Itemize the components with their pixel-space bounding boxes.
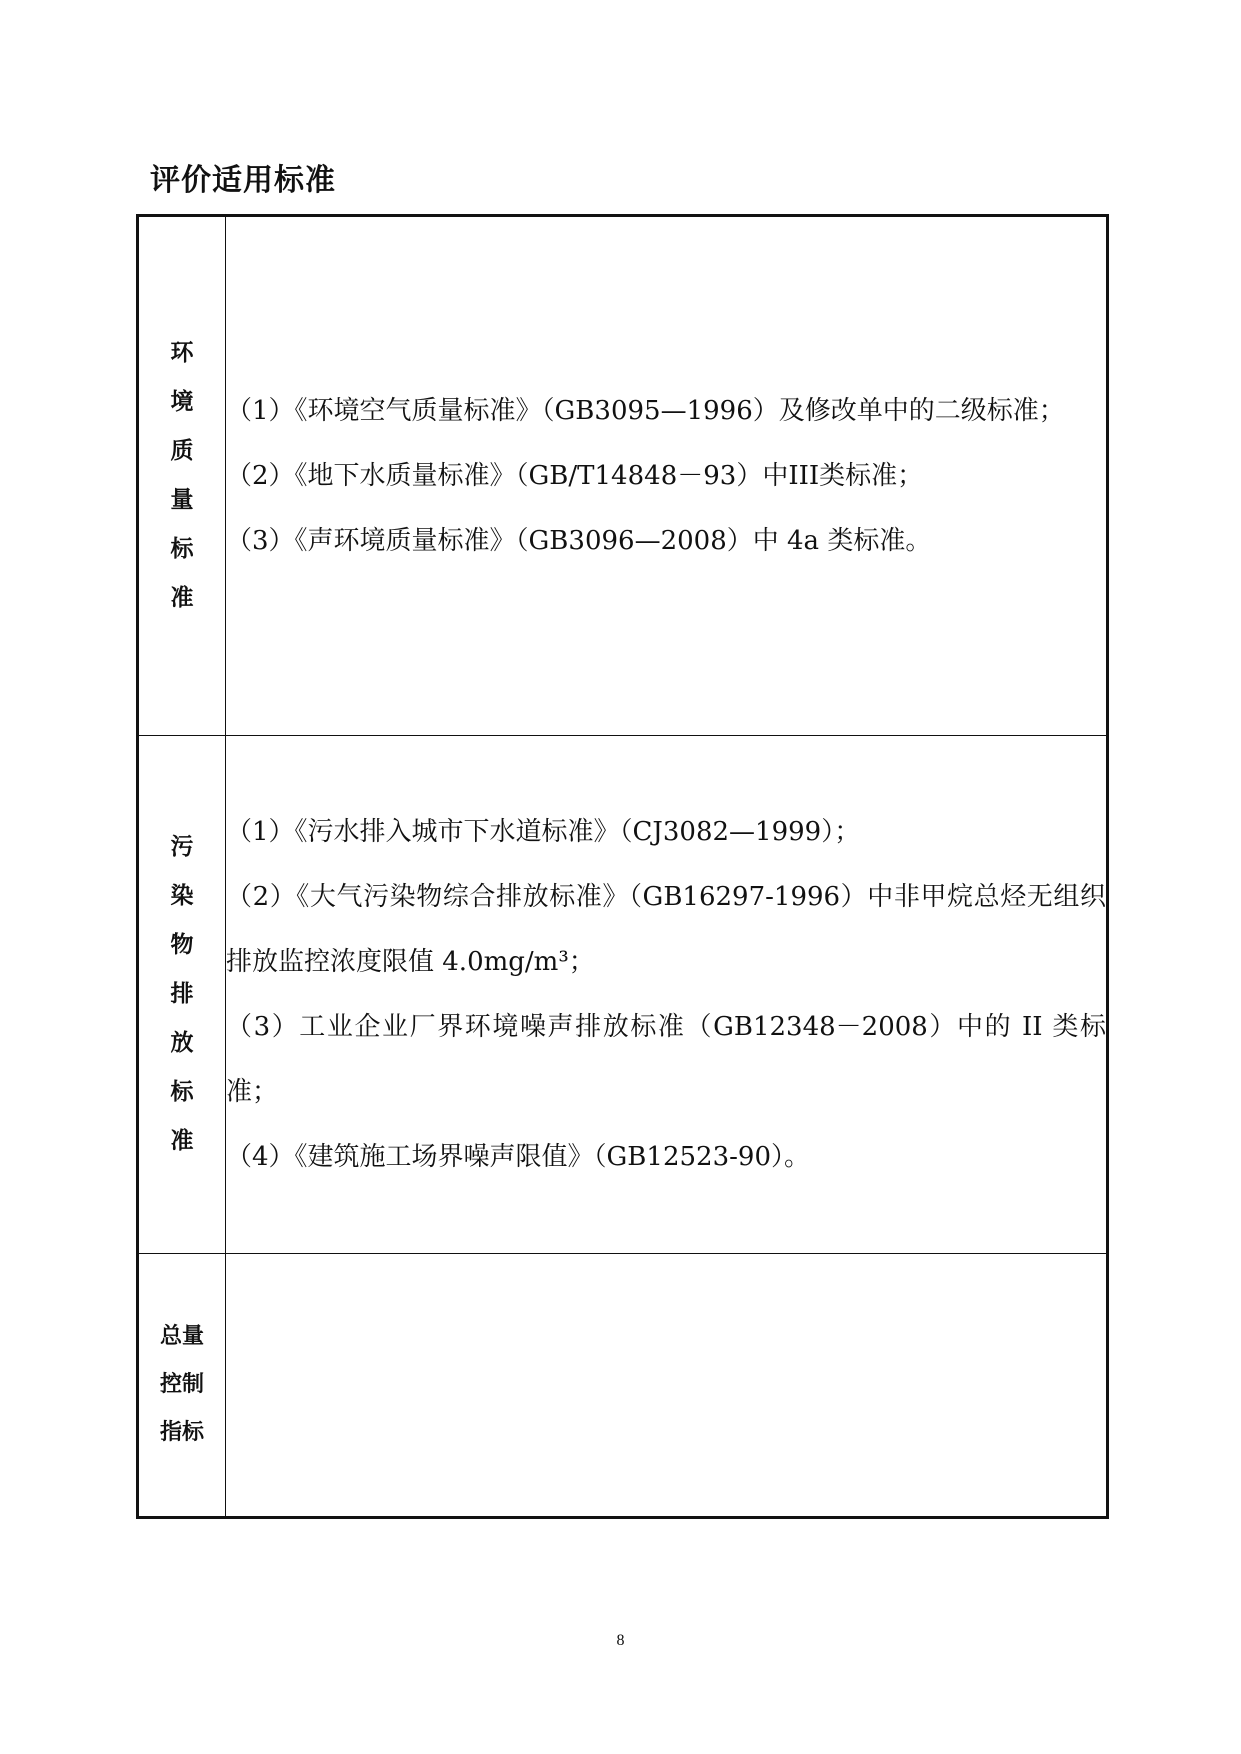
page-number: 8 bbox=[616, 1632, 625, 1649]
row-label-cell bbox=[138, 736, 226, 1254]
table-row-environmental-quality bbox=[138, 216, 1108, 736]
list-item: （3）工业企业厂界环境噪声排放标准（GB12348－2008）中的 II 类标准； bbox=[226, 1011, 1106, 1107]
list-item: （4）《建筑施工场界噪声限值》（GB12523-90）。 bbox=[226, 1141, 810, 1172]
row-content-cell bbox=[226, 736, 1108, 1254]
row-label-cell bbox=[138, 216, 226, 736]
list-item: （1）《污水排入城市下水道标准》（CJ3082—1999）； bbox=[226, 816, 861, 847]
row-label: 总量控制指标 bbox=[159, 1324, 204, 1445]
standards-table bbox=[136, 214, 1109, 1519]
row-label: 环境质量标准 bbox=[170, 340, 194, 611]
list-item: （2）《大气污染物综合排放标准》（GB16297-1996）中非甲烷总烃无组织排放监控浓度限值 4.0mg/m³； bbox=[226, 881, 1106, 977]
row-content-cell bbox=[226, 216, 1108, 736]
table-row-total-control bbox=[138, 1254, 1108, 1518]
row-content-cell-empty bbox=[226, 1254, 1108, 1518]
list-item: （3）《声环境质量标准》（GB3096—2008）中 4a 类标准。 bbox=[226, 525, 932, 556]
row-label-cell bbox=[138, 1254, 226, 1518]
table-row-pollutant-discharge bbox=[138, 736, 1108, 1254]
section-title: 评价适用标准 bbox=[150, 163, 336, 198]
list-item: （2）《地下水质量标准》（GB/T14848－93）中III类标准； bbox=[226, 460, 924, 491]
row-label: 污染物排放标准 bbox=[170, 834, 194, 1154]
list-item: （1）《环境空气质量标准》（GB3095—1996）及修改单中的二级标准； bbox=[226, 395, 1065, 426]
